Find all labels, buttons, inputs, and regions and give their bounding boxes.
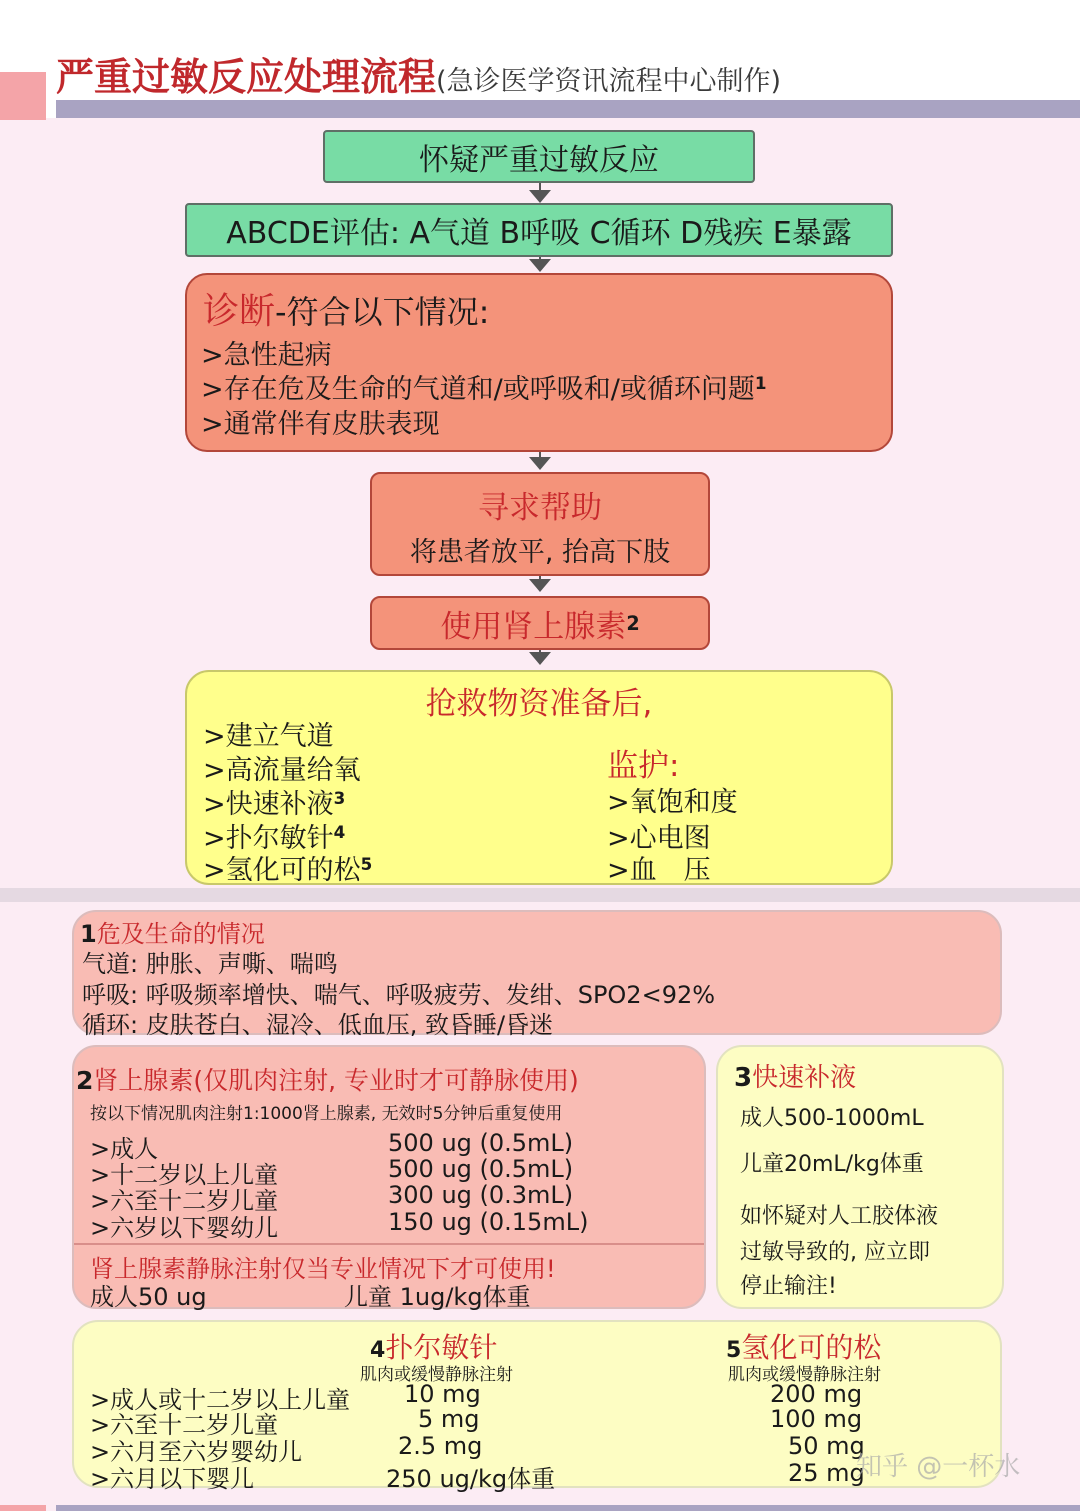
watermark: 知乎 @一杯水: [856, 1452, 1021, 1482]
note2-title: 肾上腺素(仅肌肉注射, 专业时才可静脉使用): [93, 1066, 579, 1095]
note3-title-line: [734, 1057, 856, 1094]
note2-iv-title: 肾上腺素静脉注射仅当专业情况下才可使用!: [90, 1255, 556, 1283]
help-box: [370, 472, 710, 576]
hydro-dose: 50 mg: [788, 1432, 865, 1460]
note2-iv-child: 儿童 1ug/kg体重: [344, 1283, 531, 1311]
dose-who: >六岁以下婴幼儿: [90, 1214, 279, 1242]
note-mark: 2: [626, 611, 640, 635]
arrow-down-icon: [529, 652, 551, 665]
title-subtitle: (急诊医学资讯流程中心制作): [436, 66, 782, 97]
hydro-dose: 200 mg: [770, 1380, 863, 1408]
chlor-dose: 10 mg: [404, 1380, 481, 1408]
note3-box: [716, 1045, 1004, 1309]
chlor-dose: 2.5 mg: [398, 1432, 483, 1460]
note-mark: 4: [333, 821, 346, 842]
page-title: [56, 46, 781, 101]
abcde-box: [185, 203, 893, 257]
chlor-dose: 5 mg: [418, 1405, 480, 1433]
dose-amount: 300 ug (0.3mL): [388, 1181, 574, 1209]
arrow-down-icon: [529, 457, 551, 470]
note3-title: 快速补液: [752, 1063, 857, 1093]
rescue-box: [185, 670, 893, 885]
dose-who: >十二岁以上儿童: [90, 1161, 279, 1189]
arrow-down-icon: [529, 579, 551, 592]
note-mark: 5: [360, 853, 373, 874]
dose-amount: 500 ug (0.5mL): [388, 1129, 574, 1157]
footer-accent: [0, 1505, 46, 1511]
monitor-item: >氧饱和度: [607, 787, 738, 818]
diagnosis-heading: [203, 283, 489, 334]
note1-line: 气道: 肿胀、声嘶、喘鸣: [82, 950, 338, 978]
note-mark: 1: [80, 920, 97, 948]
note-mark: 3: [734, 1063, 753, 1093]
title-rule: [56, 100, 1080, 118]
note1-box: [72, 910, 1002, 1039]
note2-box: [72, 1045, 706, 1309]
note5-route: 肌肉或缓慢静脉注射: [728, 1365, 881, 1385]
dose-who: >六月至六岁婴幼儿: [90, 1438, 303, 1466]
adrenaline-box: [370, 596, 710, 650]
rescue-action: >快速补液$^3$: [203, 787, 346, 820]
note2-separator: [74, 1243, 704, 1245]
note-mark: 3: [333, 787, 346, 808]
footer-rule: [56, 1505, 1080, 1511]
note3-warning: 如怀疑对人工胶体液: [740, 1204, 939, 1229]
note-mark: 2: [76, 1066, 94, 1095]
section-divider: [0, 888, 1080, 902]
dose-who: >成人: [90, 1135, 159, 1163]
diagnosis-box: [185, 273, 893, 452]
dose-who: >六至十二岁儿童: [90, 1187, 279, 1215]
note3-warning: 停止输注!: [740, 1274, 837, 1299]
arrow-down-icon: [529, 190, 551, 203]
chlor-dose: 250 ug/kg体重: [386, 1465, 556, 1493]
note3-warning: 过敏导致的, 应立即: [740, 1240, 930, 1265]
rescue-action: >建立气道: [203, 721, 334, 752]
note1-line: 循环: 皮肤苍白、湿冷、低血压, 致昏睡/昏迷: [82, 1011, 554, 1039]
note3-line: 儿童20mL/kg体重: [740, 1152, 924, 1177]
note5-title: 氢化可的松: [741, 1331, 882, 1364]
note-mark: 4: [370, 1338, 386, 1363]
diagnosis-item: >存在危及生命的气道和/或呼吸和/或循环问题$^1$: [201, 372, 767, 405]
note45-box: [72, 1320, 1021, 1493]
suspect-label: 怀疑严重过敏反应: [419, 142, 659, 178]
diagnosis-tail: -符合以下情况:: [275, 293, 490, 331]
note2-iv-adult: 成人50 ug: [90, 1283, 207, 1311]
header-accent: [0, 72, 46, 120]
note4-route: 肌肉或缓慢静脉注射: [360, 1365, 513, 1385]
arrow-down-icon: [529, 259, 551, 272]
rescue-action: >高流量给氧: [203, 755, 361, 786]
rescue-title: 抢救物资准备后,: [425, 686, 653, 722]
title-main: 严重过敏反应处理流程: [56, 55, 437, 99]
hydro-dose: 25 mg: [788, 1459, 865, 1487]
note3-line: 成人500-1000mL: [740, 1106, 924, 1131]
diagnosis-item: >急性起病: [201, 340, 332, 371]
diagnosis-head: 诊断: [203, 291, 276, 332]
abcde-label: ABCDE评估: A气道 B呼吸 C循环 D残疾 E暴露: [226, 216, 852, 251]
note-mark: 1: [754, 372, 767, 393]
note1-line: 呼吸: 呼吸频率增快、喘气、呼吸疲劳、发绀、SPO2<92%: [82, 981, 716, 1009]
note1-title: 危及生命的情况: [96, 920, 265, 948]
dose-who: >六至十二岁儿童: [90, 1411, 279, 1439]
note2-title-line: [76, 1061, 579, 1097]
help-body: 将患者放平, 抬高下肢: [409, 537, 671, 568]
diagnosis-item: >通常伴有皮肤表现: [201, 409, 440, 440]
dose-amount: 150 ug (0.15mL): [388, 1208, 589, 1236]
dose-amount: 500 ug (0.5mL): [388, 1155, 574, 1183]
adrenaline-label: 使用肾上腺素: [440, 608, 627, 645]
note-mark: 5: [726, 1338, 742, 1363]
note2-subtitle: 按以下情况肌肉注射1:1000肾上腺素, 无效时5分钟后重复使用: [90, 1104, 563, 1124]
rescue-action: >氢化可的松$^5$: [203, 853, 373, 886]
suspect-box: [323, 130, 755, 183]
monitor-title: 监护:: [607, 748, 680, 784]
dose-who: >六月以下婴儿: [90, 1465, 255, 1493]
rescue-action: >扑尔敏针$^4$: [203, 821, 346, 854]
dose-who: >成人或十二岁以上儿童: [90, 1386, 351, 1414]
monitor-item: >心电图: [607, 823, 711, 854]
help-title: 寻求帮助: [478, 490, 602, 526]
note4-title: 扑尔敏针: [385, 1331, 498, 1364]
monitor-item: >血 压: [607, 855, 711, 886]
hydro-dose: 100 mg: [770, 1405, 863, 1433]
